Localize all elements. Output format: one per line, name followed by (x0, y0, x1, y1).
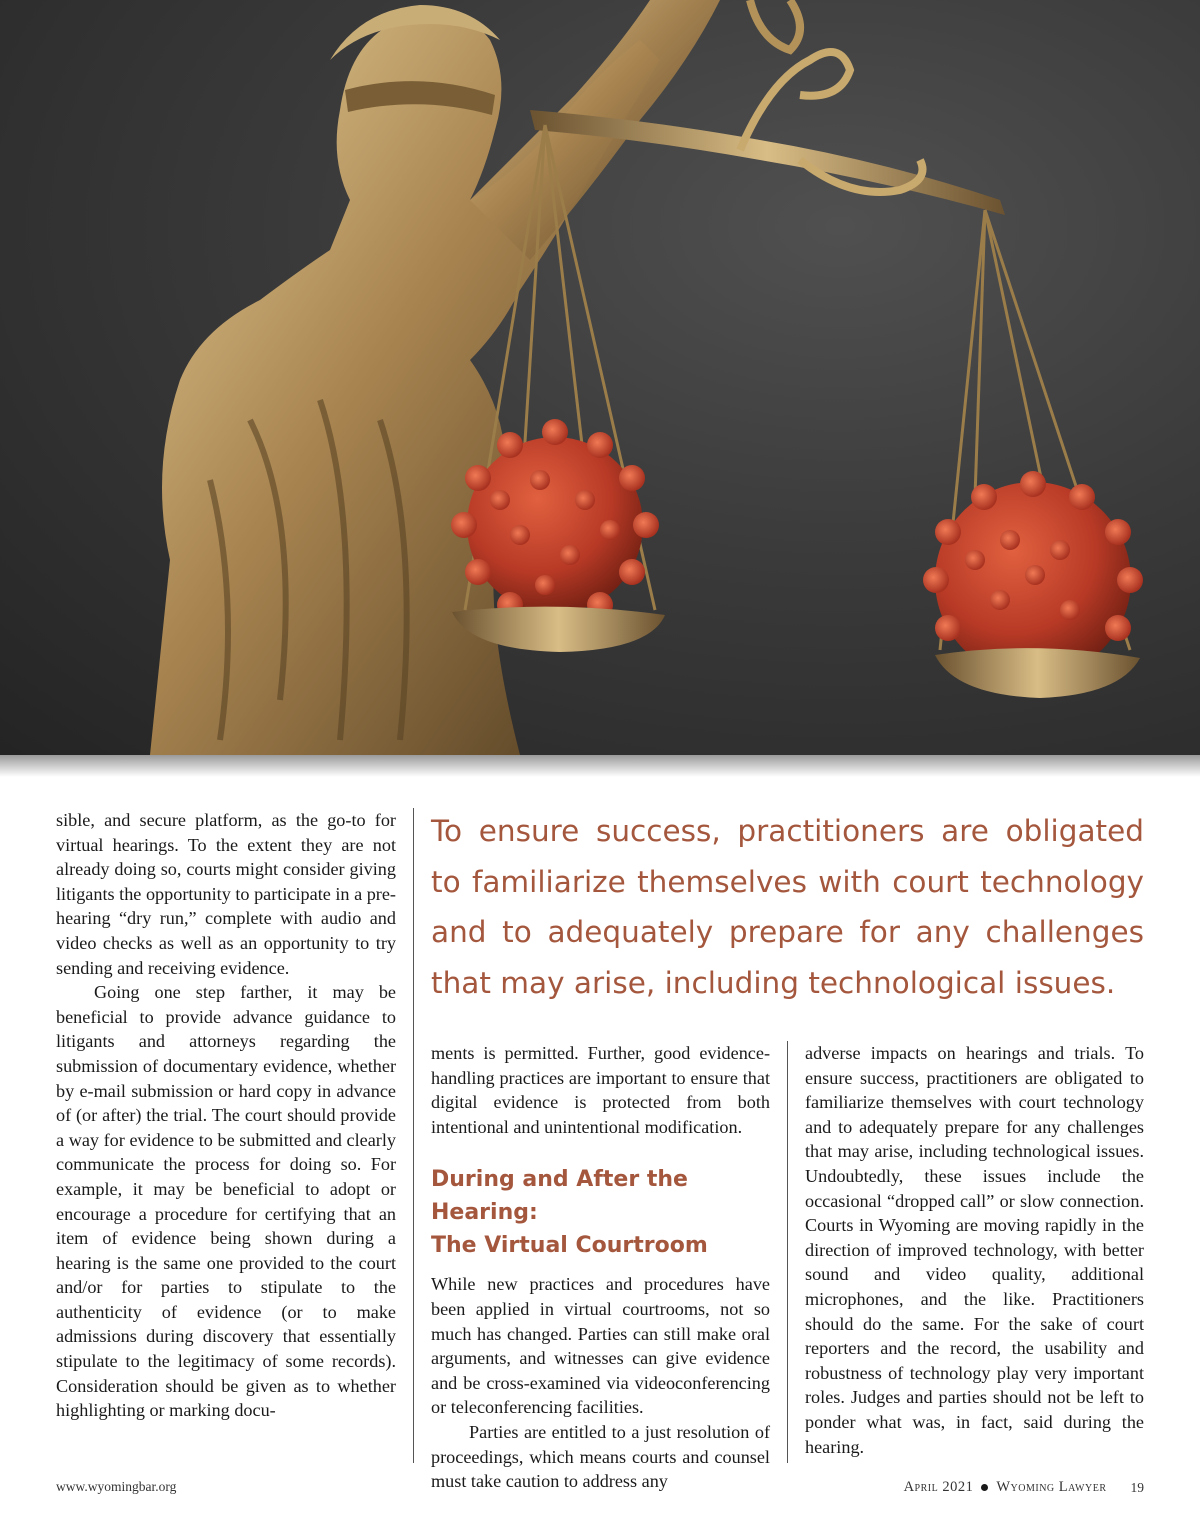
publication-name: Wyoming Lawyer (996, 1479, 1107, 1495)
column-divider (413, 808, 414, 1463)
lady-justice-statue-icon (0, 0, 1200, 755)
footer-url[interactable]: www.wyomingbar.org (56, 1479, 177, 1494)
issue-date: April 2021 (903, 1479, 974, 1495)
page-number: 19 (1130, 1479, 1144, 1495)
article-column-3 (805, 1041, 1144, 1459)
paragraph: Parties are entitled to a just resolution of proceedings, which means courts and counsel must take caution to address any (431, 1421, 770, 1492)
paragraph: sible, and secure platform, as the go-to for virtual hearings. To the extent they are not already doing so, courts might consider giving litigants the opportunity to participate in a pre-hearing “dry run,” complete with audio and video checks as well as an opportunity to try sending and receiving evidence. (56, 810, 396, 978)
article-column-1 (56, 808, 396, 1423)
hero-shadow (0, 755, 1200, 777)
paragraph: While new practices and procedures have been applied in virtual courtrooms, not so much has changed. Parties can still make oral arguments, and witnesses can give evidence and be cross-examined via videoconferencing or teleconferencing facilities. (431, 1274, 770, 1418)
section-heading (431, 1163, 770, 1262)
pull-quote: To ensure success, practitioners are obligated to familiarize themselves with court technology and to adequately prepare for any challenges that may arise, including technological issues. (431, 814, 1144, 1000)
section-heading-line: During and After the Hearing: (431, 1167, 688, 1226)
hero-image (0, 0, 1200, 755)
footer-info (904, 1479, 1144, 1496)
bullet-icon (981, 1484, 988, 1491)
paragraph: ments is permitted. Further, good evidence-handling practices are important to ensure that digital evidence is protected from both intentional and unintentional modification. (431, 1043, 770, 1137)
section-heading-line: The Virtual Courtroom (431, 1233, 708, 1259)
paragraph: Going one step farther, it may be beneficial to provide advance guidance to litigants and attorneys regarding the submission of documentary evidence, whether by e-mail submission or hard copy in advance of (or after) the trial. The court should provide a way for evidence to be submitted and clearly communicate the process for doing so. For example, it may be beneficial to adopt or encourage a procedure for certifying that an item of evidence being shown during a hearing is the same one provided to the court and/or for parties to stipulate to the authenticity of evidence (or to make admissions during discovery that essentially stipulate to the legitimacy of some records). Consideration should be given as to whether highlighting or marking docu- (56, 982, 396, 1421)
article-column-2 (431, 1041, 770, 1494)
column-divider (787, 1041, 788, 1463)
paragraph: adverse impacts on hearings and trials. To ensure success, practitioners are obligated to familiarize themselves with court technology and to adequately prepare for any challenges that may arise, including technological issues. Undoubtedly, these issues include the occasional “dropped call” or slow connection. Courts in Wyoming are moving rapidly in the direction of improved technology, with better sound and video quality, additional microphones, and the like. Practitioners should do the same. For the sake of court reporters and the record, the usability and robustness of technology play very important roles. Judges and parties should not be left to ponder what was, in fact, said during the hearing. (805, 1043, 1144, 1457)
